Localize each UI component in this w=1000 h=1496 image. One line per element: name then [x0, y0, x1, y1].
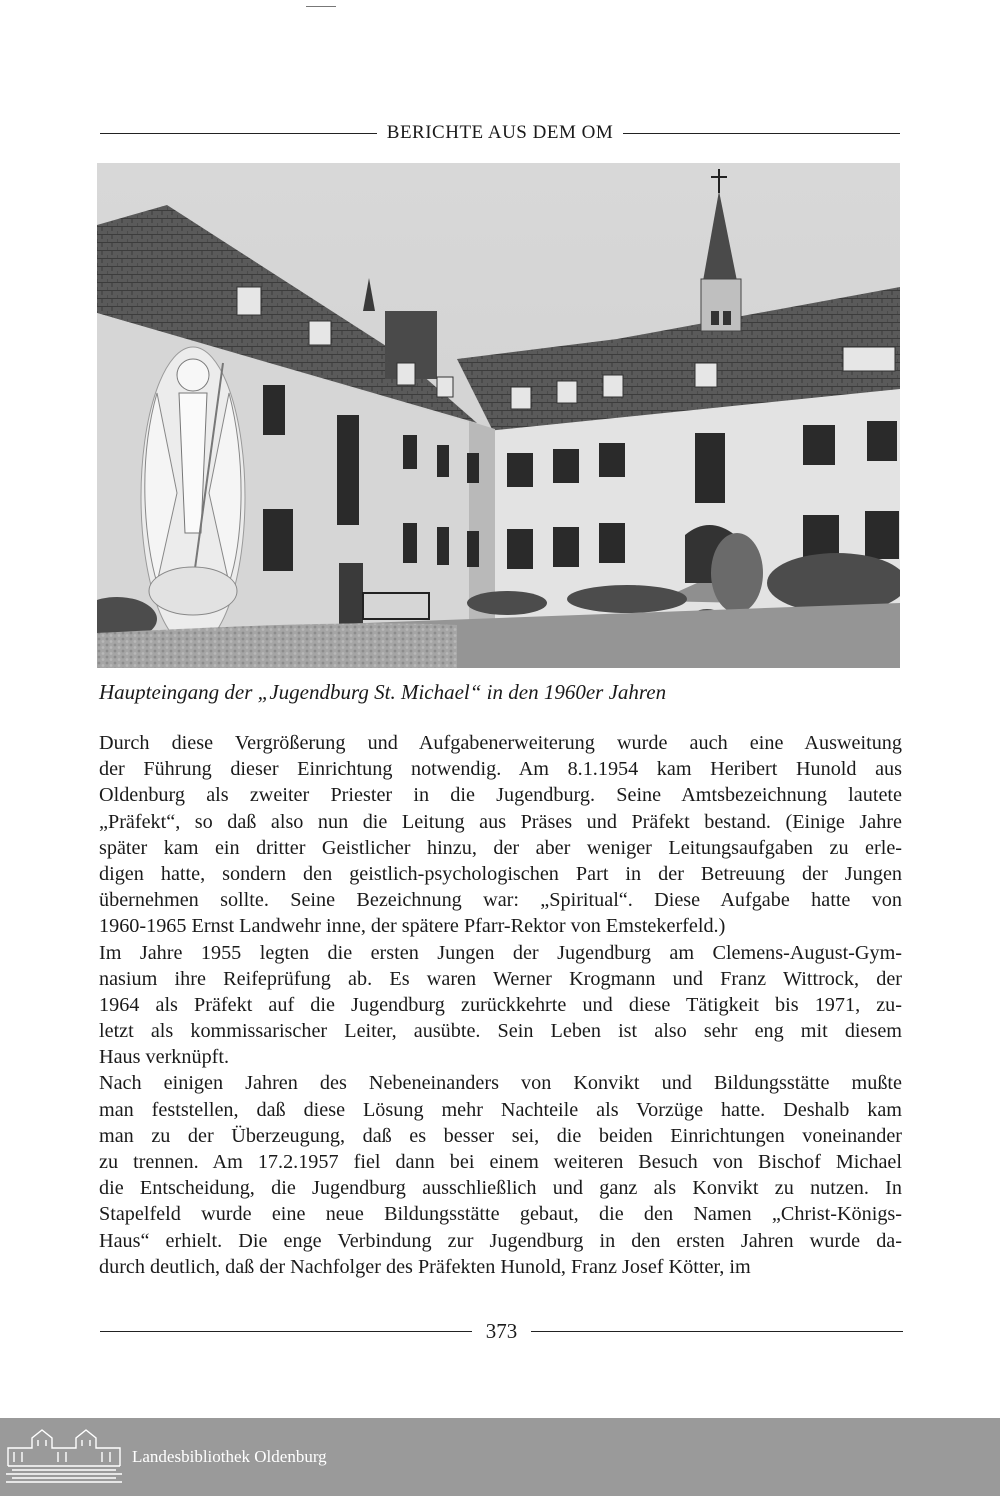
angel-mural: [141, 347, 245, 647]
library-bar: [0, 1418, 1000, 1496]
running-head: [100, 118, 900, 148]
library-building-icon: [2, 1418, 126, 1496]
running-head-rule-right: [623, 133, 900, 134]
text-line: man feststellen, daß diese Lösung mehr Nachteile als Vorzüge hatte. Deshalb kam: [99, 1098, 902, 1121]
text-line: später kam ein dritter Geistlicher hinzu, der aber weniger Leitungsaufgaben zu erle-: [99, 836, 902, 859]
birch-tree: [711, 533, 763, 613]
running-head-title: BERICHTE AUS DEM OM: [386, 122, 614, 143]
library-name: Landesbibliothek Oldenburg: [132, 1447, 327, 1466]
text-line: digen hatte, sondern den geistlich-psychologischen Part in der Betreuung der Jungen: [99, 862, 902, 885]
text-line: nasium ihre Reifeprüfung ab. Es waren Werner Krogmann und Franz Wittrock, der: [99, 967, 902, 990]
building-photo: [97, 163, 900, 668]
footer-rule-left: [100, 1331, 472, 1332]
running-head-rule-left: [100, 133, 377, 134]
text-line: Im Jahre 1955 legten die ersten Jungen der Jugendburg am Clemens-August-Gym-: [99, 941, 902, 964]
body-text: [99, 730, 902, 1280]
text-line: der Führung dieser Einrichtung notwendig. Am 8.1.1954 kam Heribert Hunold aus: [99, 758, 902, 781]
text-line: Oldenburg als zweiter Priester in die Jugendburg. Seine Amtsbezeichnung lautete: [99, 784, 902, 807]
text-line: „Präfekt“, so daß also nun die Leitung aus Präses und Präfekt bestand. (Einige Jahre: [99, 810, 902, 833]
text-line: durch deutlich, daß der Nachfolger des Präfekten Hunold, Franz Josef Kötter, im: [99, 1255, 751, 1278]
text-line: die Entscheidung, die Jugendburg ausschließlich und ganz als Konvikt zu nutzen. In: [99, 1177, 902, 1200]
text-line: Nach einigen Jahren des Nebeneinanders von Konvikt und Bildungsstätte mußte: [99, 1072, 902, 1095]
footer-rule-right: [531, 1331, 903, 1332]
text-line: 1960-1965 Ernst Landwehr inne, der spätere Pfarr-Rektor von Emstekerfeld.): [99, 915, 726, 938]
photo-caption: Haupteingang der „Jugendburg St. Michael“ in den 1960er Jahren: [99, 680, 667, 704]
text-line: Durch diese Vergrößerung und Aufgabenerweiterung wurde auch eine Ausweitung: [99, 732, 902, 754]
text-line: 1964 als Präfekt auf die Jugendburg zurückkehrte und diese Tätigkeit bis 1971, zu-: [99, 993, 902, 1016]
text-line: übernehmen sollte. Seine Bezeichnung war: „Spiritual“. Diese Aufgabe hatte von: [99, 889, 902, 912]
text-line: man zu der Überzeugung, daß es besser sei, die beiden Einrichtungen voneinander: [99, 1124, 902, 1147]
page-number: 373: [485, 1318, 518, 1343]
text-line: Haus“ erhielt. Die enge Verbindung zur Jugendburg in den ersten Jahren wurde da-: [99, 1229, 902, 1252]
text-line: zu trennen. Am 17.2.1957 fiel dann bei einem weiteren Besuch von Bischof Michael: [99, 1151, 902, 1173]
scan-mark: [306, 6, 336, 7]
page-footer: [100, 1316, 903, 1346]
text-line: letzt als kommissarischer Leiter, ausübte. Sein Leben ist also sehr eng mit diesem: [99, 1020, 902, 1043]
text-line: Haus verknüpft.: [99, 1046, 230, 1069]
text-line: Stapelfeld wurde eine neue Bildungsstätte gebaut, die den Namen „Christ-Königs-: [99, 1203, 902, 1226]
